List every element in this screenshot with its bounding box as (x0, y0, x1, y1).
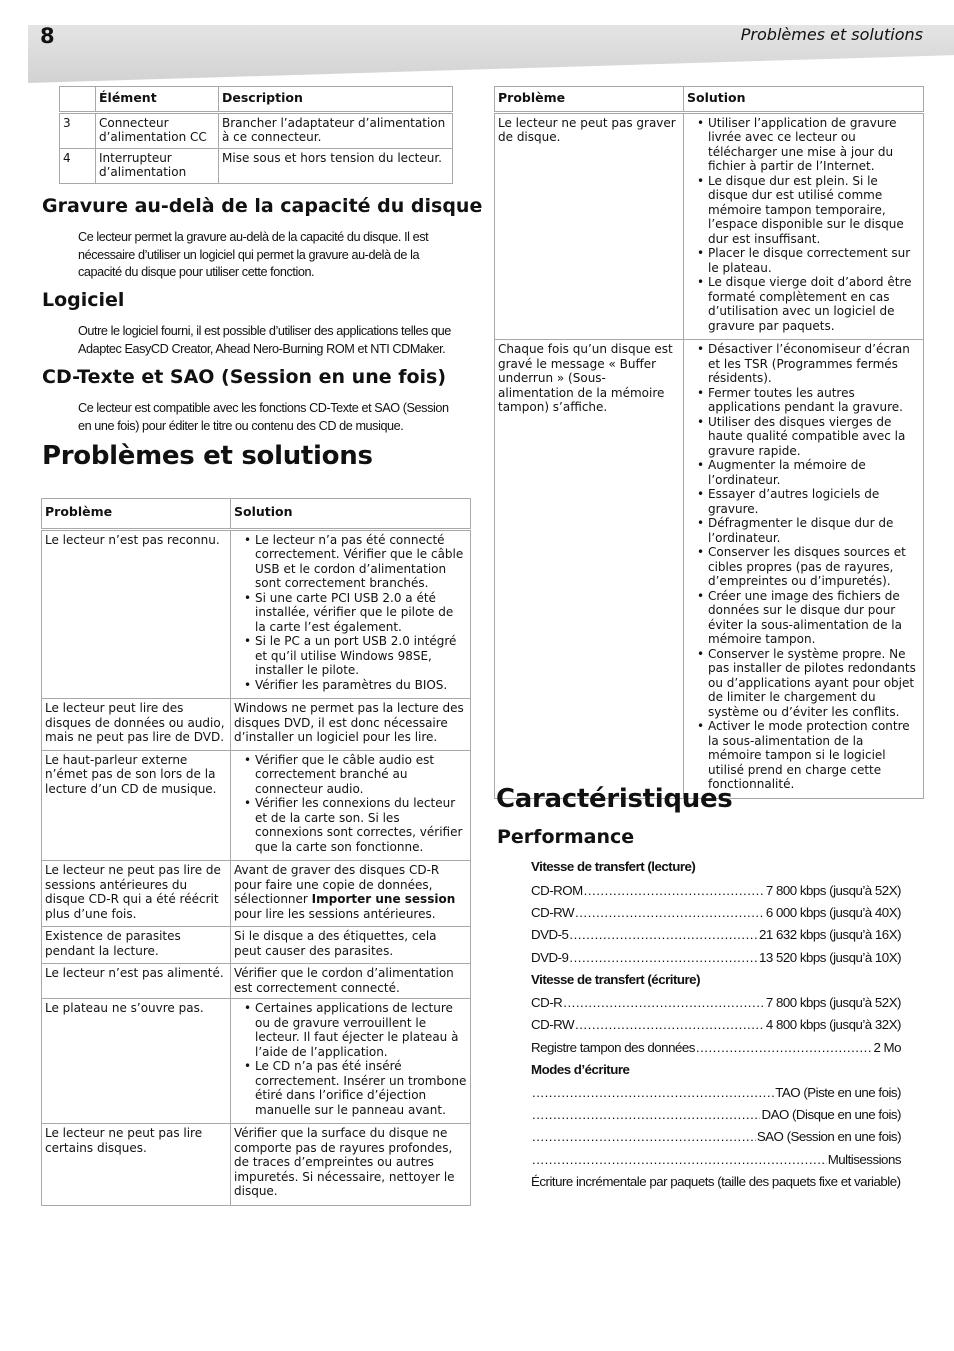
solution-cell: Vérifier que le cordon d’alimentation est correctement connecté. (231, 964, 471, 999)
table-row (42, 999, 471, 1124)
performance-heading: Performance (497, 826, 635, 848)
spec-value: 2 Mo (873, 1040, 901, 1055)
spec-value: DAO (Disque en une fois) (761, 1107, 901, 1122)
leader-dots (575, 905, 765, 920)
list-item: • Placer le disque correctement sur le plateau. (687, 246, 920, 275)
solution-cell (684, 112, 924, 340)
spec-row-cdrom (531, 883, 901, 898)
table-header-row (495, 87, 924, 113)
problem-cell: Existence de parasites pendant la lecture. (42, 927, 231, 964)
spec-value: Multisessions (827, 1152, 901, 1167)
running-title: Problèmes et solutions (740, 25, 923, 44)
list-item: • Le CD n’a pas été inséré correctement. Insérer un trombone étiré dans l’orifice d’éjection manuelle sur le panneau avant. (234, 1059, 467, 1117)
table-cell: 3 (60, 112, 96, 148)
spec-row-sao (531, 1129, 901, 1144)
spec-row-cdrw-write (531, 1017, 901, 1032)
leader-dots (575, 1017, 765, 1032)
spec-value: 7 800 kbps (jusqu’à 52X) (765, 883, 901, 898)
problem-cell: Chaque fois qu’un disque est gravé le message « Buffer underrun » (Sous-alimentation de la mémoire tampon) s’affiche. (495, 340, 684, 799)
list-item: • Créer une image des fichiers de données sur le disque dur pour éviter la sous-alimentation de la mémoire tampon. (687, 589, 920, 647)
list-item: • Utiliser l’application de gravure livrée avec ce lecteur ou télécharger une mise à jour du fichier à partir de l’Internet. (687, 116, 920, 174)
problem-cell: Le lecteur ne peut pas graver de disque. (495, 112, 684, 340)
list-item: • Si une carte PCI USB 2.0 a été installée, vérifier que le pilote de la carte l’est également. (234, 591, 467, 635)
table-row (42, 699, 471, 751)
spec-row-dvd5 (531, 927, 901, 942)
solution-cell: Si le disque a des étiquettes, cela peut causer des parasites. (231, 927, 471, 964)
leader-dots (532, 1129, 756, 1144)
modes-heading (531, 1062, 901, 1077)
list-item: • Conserver le système propre. Ne pas installer de pilotes redondants ou d’applications ayant pour objet de limiter le chargement du système ou d’éviter les conflits. (687, 647, 920, 720)
leader-dots (532, 1085, 774, 1100)
write-speed-heading (531, 972, 901, 987)
table-header-solution: Solution (231, 499, 471, 530)
table-header-problem: Problème (495, 87, 684, 113)
table-header-cell (60, 87, 96, 113)
section-heading-gravure: Gravure au-delà de la capacité du disque (42, 195, 483, 217)
table-row (42, 964, 471, 999)
solution-cell: Vérifier que la surface du disque ne comporte pas de rayures profondes, de traces d’empreintes ou autres impuretés. Si nécessaire, nettoyer le disque. (231, 1124, 471, 1206)
list-item: • Activer le mode protection contre la sous-alimentation de la mémoire tampon si le logiciel utilisé prend en charge cette fonctionnalité. (687, 719, 920, 792)
spec-value: 13 520 kbps (jusqu’à 10X) (759, 950, 901, 965)
spec-value: 6 000 kbps (jusqu’à 40X) (765, 905, 901, 920)
table-cell: Connecteur d’alimentation CC (96, 112, 219, 148)
table-row (495, 340, 924, 799)
section-text-cdtexte: Ce lecteur est compatible avec les fonctions CD-Texte et SAO (Session en une fois) pour éditer le titre ou contenu des CD de musique. (78, 400, 449, 433)
modes-title: Modes d’écriture (531, 1062, 630, 1077)
spec-value: SAO (Session en une fois) (756, 1129, 901, 1144)
solution-cell: Windows ne permet pas la lecture des disques DVD, il est donc nécessaire d’installer un logiciel pour les lire. (231, 699, 471, 751)
list-item: • Essayer d’autres logiciels de gravure. (687, 487, 920, 516)
section-heading-logiciel: Logiciel (42, 289, 125, 311)
solution-text: pour lire les sessions antérieures. (234, 906, 436, 921)
spec-label: CD-RW (531, 905, 575, 920)
spec-row-cdr (531, 995, 901, 1010)
spec-value: 4 800 kbps (jusqu’à 32X) (765, 1017, 901, 1032)
list-item: • Vérifier les connexions du lecteur et de la carte son. Si les connexions sont correctes, vérifier que la carte son fonctionne. (234, 796, 467, 854)
problem-cell: Le lecteur ne peut pas lire certains disques. (42, 1124, 231, 1206)
spec-label: CD-RW (531, 1017, 575, 1032)
table-row (42, 927, 471, 964)
spec-row-tao (531, 1085, 901, 1100)
problem-cell: Le lecteur peut lire des disques de données ou audio, mais ne peut pas lire de DVD. (42, 699, 231, 751)
table-row (495, 112, 924, 340)
list-item: • Utiliser des disques vierges de haute qualité compatible avec la gravure rapide. (687, 415, 920, 459)
leader-dots (584, 883, 765, 898)
table-row (60, 148, 453, 183)
list-item: • Le lecteur n’a pas été connecté correctement. Vérifier que le câble USB et le cordon d’alimentation sont correctement branchés. (234, 533, 467, 591)
read-speed-title: Vitesse de transfert (lecture) (531, 859, 696, 874)
features-heading: Caractéristiques (496, 784, 733, 814)
leader-dots (569, 950, 758, 965)
list-item: • Défragmenter le disque dur de l’ordinateur. (687, 516, 920, 545)
leader-dots (532, 1152, 827, 1167)
solution-cell (684, 340, 924, 799)
table-header-row (60, 87, 453, 113)
packet-writing-text: Écriture incrémentale par paquets (taille des paquets fixe et variable) (531, 1174, 901, 1189)
table-header-solution: Solution (684, 87, 924, 113)
list-item: • Désactiver l’économiseur d’écran et les TSR (Programmes fermés résidents). (687, 342, 920, 386)
table-header-cell: Description (219, 87, 453, 113)
problem-cell: Le lecteur n’est pas reconnu. (42, 529, 231, 699)
list-item: • Fermer toutes les autres applications pendant la gravure. (687, 386, 920, 415)
solution-list (234, 533, 467, 693)
table-row (42, 861, 471, 927)
solution-list (234, 753, 467, 855)
spec-row-cdrw-read (531, 905, 901, 920)
solution-cell (231, 999, 471, 1124)
problem-cell: Le lecteur ne peut pas lire de sessions antérieures du disque CD-R qui a été réécrit plus d’une fois. (42, 861, 231, 927)
spec-row-multisession (531, 1152, 901, 1167)
table-cell: Mise sous et hors tension du lecteur. (219, 148, 453, 183)
problem-cell: Le lecteur n’est pas alimenté. (42, 964, 231, 999)
solution-list (234, 1001, 467, 1117)
list-item: • Si le PC a un port USB 2.0 intégré et qu’il utilise Windows 98SE, installer le pilote. (234, 634, 467, 678)
problems-table-left (41, 498, 471, 1206)
table-row (42, 750, 471, 861)
table-row (60, 112, 453, 148)
solution-cell (231, 750, 471, 861)
leader-dots (532, 1107, 760, 1122)
solution-cell (231, 529, 471, 699)
list-item: • Vérifier que le câble audio est correctement branché au connecteur audio. (234, 753, 467, 797)
solution-text: Avant de graver des disques CD-R pour faire une copie de données, sélectionner (234, 863, 440, 906)
list-item: • Vérifier les paramètres du BIOS. (234, 678, 467, 693)
list-item: • Conserver les disques sources et cibles propres (pas de rayures, d’empreintes ou d’impuretés). (687, 545, 920, 589)
section-heading-cdtexte: CD-Texte et SAO (Session en une fois) (42, 366, 447, 388)
solution-cell (231, 861, 471, 927)
spec-label: DVD-9 (531, 950, 569, 965)
spec-value: 7 800 kbps (jusqu’à 52X) (765, 995, 901, 1010)
spec-row-dvd9 (531, 950, 901, 965)
table-header-problem: Problème (42, 499, 231, 530)
list-item: • Certaines applications de lecture ou de gravure verrouillent le lecteur. Il faut éjecter le plateau à l’aide de l’application. (234, 1001, 467, 1059)
leader-dots (563, 995, 765, 1010)
table-header-cell: Élément (96, 87, 219, 113)
read-speed-heading (531, 859, 901, 874)
table-row (42, 1124, 471, 1206)
table-cell: Brancher l’adaptateur d’alimentation à ce connecteur. (219, 112, 453, 148)
list-item: • Le disque vierge doit d’abord être formaté complètement en cas d’utilisation avec un logiciel de gravure par paquets. (687, 275, 920, 333)
spec-row-buffer (531, 1040, 901, 1055)
leader-dots (696, 1040, 873, 1055)
page-number: 8 (40, 24, 55, 48)
list-item: • Le disque dur est plein. Si le disque dur est utilisé comme mémoire tampon temporaire, l’espace disponible sur le disque dur est insuffisant. (687, 174, 920, 247)
write-speed-title: Vitesse de transfert (écriture) (531, 972, 701, 987)
solution-emphasis: Importer une session (311, 892, 456, 906)
problems-table-right (494, 86, 924, 799)
problem-cell: Le plateau ne s’ouvre pas. (42, 999, 231, 1124)
problem-cell: Le haut-parleur externe n’émet pas de son lors de la lecture d’un CD de musique. (42, 750, 231, 861)
list-item: • Augmenter la mémoire de l’ordinateur. (687, 458, 920, 487)
spec-label: CD-ROM (531, 883, 583, 898)
section-text-gravure: Ce lecteur permet la gravure au-delà de la capacité du disque. Il est nécessaire d’utiliser un logiciel qui permet la gravure au-delà de la capacité du disque pour utiliser cette fonction. (78, 229, 429, 279)
element-table (59, 86, 453, 184)
spec-row-dao (531, 1107, 901, 1122)
spec-value: TAO (Piste en une fois) (775, 1085, 901, 1100)
table-row (42, 529, 471, 699)
leader-dots (569, 927, 758, 942)
section-text-logiciel: Outre le logiciel fourni, il est possible d’utiliser des applications telles que Adaptec EasyCD Creator, Ahead Nero-Burning ROM et NTI CDMaker. (78, 323, 451, 356)
spec-value: 21 632 kbps (jusqu’à 16X) (759, 927, 901, 942)
problems-heading: Problèmes et solutions (42, 441, 373, 471)
table-header-row (42, 499, 471, 530)
solution-list (687, 342, 920, 792)
spec-label: CD-R (531, 995, 563, 1010)
spec-label: Registre tampon des données (531, 1040, 695, 1055)
solution-list (687, 116, 920, 334)
table-cell: Interrupteur d’alimentation (96, 148, 219, 183)
table-cell: 4 (60, 148, 96, 183)
spec-label: DVD-5 (531, 927, 569, 942)
